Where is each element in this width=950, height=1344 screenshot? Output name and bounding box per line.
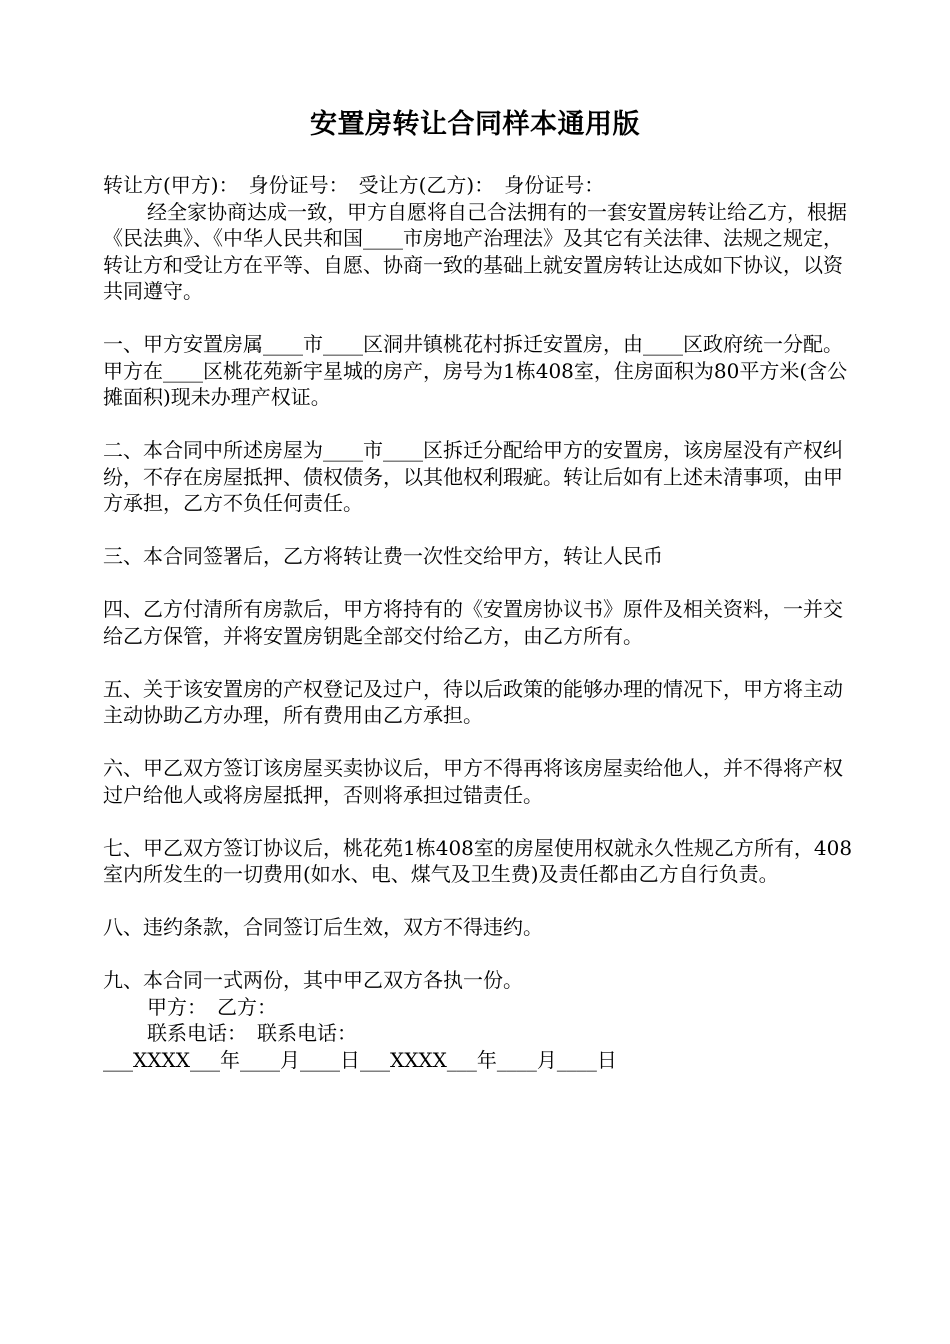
clause-1: 一、甲方安置房属____市____区洞井镇桃花村拆迁安置房，由____区政府统一分配。甲方在____区桃花苑新宇星城的房产，房号为1栋408室，住房面积为80平方米(含公摊面积)现未办理产权证。 — [103, 332, 848, 409]
clause-8: 八、违约条款，合同签订后生效，双方不得违约。 — [103, 915, 543, 939]
clause-7: 七、甲乙双方签订协议后，桃花苑1栋408室的房屋使用权就永久性规乙方所有，408室内所发生的一切费用(如水、电、煤气及卫生费)及责任都由乙方自行负责。 — [103, 835, 853, 886]
spacer — [103, 808, 853, 835]
clause-6: 六、甲乙双方签订该房屋买卖协议后，甲方不得再将该房屋卖给他人，并不得将产权过户给他人或将房屋抵押，否则将承担过错责任。 — [103, 756, 843, 807]
phone-line: 联系电话： 联系电话： — [147, 1021, 357, 1045]
clause-5: 五、关于该安置房的产权登记及过户，待以后政策的能够办理的情况下，甲方将主动主动协助乙方办理，所有费用由乙方承担。 — [103, 676, 843, 727]
document-body — [103, 172, 853, 1073]
spacer — [103, 729, 853, 756]
clause-3: 三、本合同签署后，乙方将转让费一次性交给甲方，转让人民币 — [103, 544, 663, 568]
spacer — [103, 305, 853, 332]
spacer — [103, 649, 853, 676]
clause-4: 四、乙方付清所有房款后，甲方将持有的《安置房协议书》原件及相关资料，一并交给乙方保管，并将安置房钥匙全部交付给乙方，由乙方所有。 — [103, 597, 843, 648]
spacer — [103, 411, 853, 438]
document-title: 安置房转让合同样本通用版 — [310, 109, 640, 140]
signature-line: 甲方： 乙方： — [147, 994, 277, 1019]
clause-2: 二、本合同中所述房屋为____市____区拆迁分配给甲方的安置房，该房屋没有产权纠纷，不存在房屋抵押、债权债务，以其他权利瑕疵。转让后如有上述未清事项，由甲方承担，乙方不负任何责任。 — [103, 438, 843, 515]
spacer — [103, 888, 853, 915]
spacer — [103, 570, 853, 597]
parties-line: 转让方(甲方)： 身份证号： 受让方(乙方)： 身份证号： — [103, 173, 605, 197]
preamble-paragraph: 经全家协商达成一致，甲方自愿将自己合法拥有的一套安置房转让给乙方，根据《民法典》、《中华人民共和国____市房地产治理法》及其它有关法律、法规之规定，转让方和受让方在平等、自愿、协商一致的基础上就安置房转让达成如下协议，以资共同遵守。 — [103, 199, 847, 303]
clause-9: 九、本合同一式两份，其中甲乙双方各执一份。 — [103, 968, 523, 992]
spacer — [103, 517, 853, 544]
date-line: ___XXXX___年____月____日___XXXX___年____月____日 — [103, 1047, 617, 1072]
spacer — [103, 941, 853, 968]
